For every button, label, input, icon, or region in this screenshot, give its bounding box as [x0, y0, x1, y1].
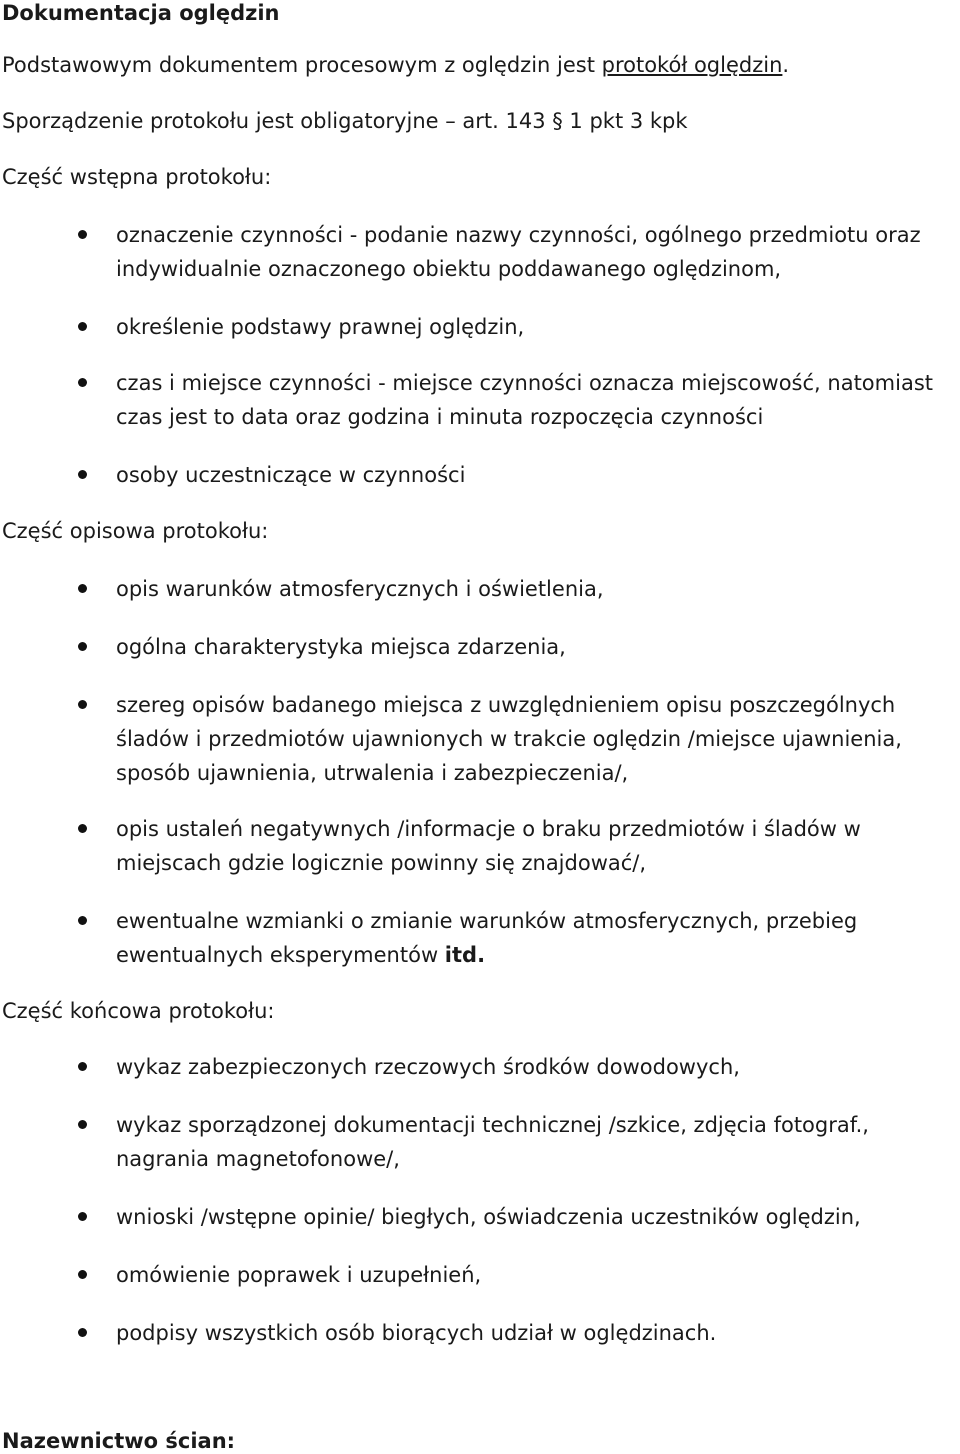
- list-item-text: [116, 904, 958, 972]
- list-item-text: czas i miejsce czynności - miejsce czynności oznacza miejscowość, natomiast czas jest to data oraz godzina i minuta rozpoczęcia czynności: [116, 371, 933, 429]
- list-item-text: osoby uczestniczące w czynności: [116, 463, 466, 487]
- bullet-icon: [78, 1212, 87, 1221]
- bullet-icon: [78, 1062, 87, 1071]
- intro-paragraph-2: Sporządzenie protokołu jest obligatoryjne – art. 143 § 1 pkt 3 kpk: [2, 109, 688, 133]
- list-item-text: omówienie poprawek i uzupełnień,: [116, 1263, 482, 1287]
- bullet-icon: [78, 1328, 87, 1337]
- section-heading-opisowa: Część opisowa protokołu:: [2, 519, 269, 543]
- bullet-icon: [78, 1270, 87, 1279]
- bullet-icon: [78, 824, 87, 833]
- bullet-icon: [78, 322, 87, 331]
- bullet-icon: [78, 470, 87, 479]
- bullet-icon: [78, 230, 87, 239]
- intro-suffix: .: [782, 53, 790, 77]
- list-item-text: wykaz zabezpieczonych rzeczowych środków dowodowych,: [116, 1055, 740, 1079]
- protocol-link[interactable]: protokół oględzin: [601, 53, 783, 77]
- list-item-text: podpisy wszystkich osób biorących udział w oględzinach.: [116, 1321, 717, 1345]
- list-item-text-main: ewentualne wzmianki o zmianie warunków atmosferycznych, przebieg ewentualnych eksperymentów: [116, 909, 858, 967]
- document-title: Dokumentacja oględzin: [2, 1, 280, 25]
- list-item-text: określenie podstawy prawnej oględzin,: [116, 315, 525, 339]
- intro-paragraph-1: [2, 48, 952, 82]
- intro-text: Podstawowym dokumentem procesowym z oględzin jest: [2, 53, 602, 77]
- section-heading-koncowa: Część końcowa protokołu:: [2, 999, 275, 1023]
- list-item-text: ogólna charakterystyka miejsca zdarzenia,: [116, 635, 566, 659]
- list-item-text: oznaczenie czynności - podanie nazwy czynności, ogólnego przedmiotu oraz indywidualnie oznaczonego obiektu poddawanego oględzinom,: [116, 223, 921, 281]
- footer-heading: Nazewnictwo ścian:: [2, 1429, 236, 1453]
- bullet-icon: [78, 1120, 87, 1129]
- list-item-text: szereg opisów badanego miejsca z uwzględnieniem opisu poszczególnych śladów i przedmiotów ujawnionych w trakcie oględzin /miejsce ujawnienia, sposób ujawnienia, utrwalenia i zabezpieczenia/,: [116, 693, 902, 785]
- list-item-text-bold: itd.: [444, 943, 486, 967]
- bullet-icon: [78, 642, 87, 651]
- list-item-text: opis ustaleń negatywnych /informacje o braku przedmiotów i śladów w miejscach gdzie logicznie powinny się znajdować/,: [116, 817, 861, 875]
- list-item-text: wykaz sporządzonej dokumentacji technicznej /szkice, zdjęcia fotograf., nagrania magnetofonowe/,: [116, 1113, 869, 1171]
- bullet-icon: [78, 700, 87, 709]
- bullet-icon: [78, 378, 87, 387]
- bullet-icon: [78, 916, 87, 925]
- section-heading-wstepna: Część wstępna protokołu:: [2, 165, 272, 189]
- bullet-icon: [78, 584, 87, 593]
- list-item-text: opis warunków atmosferycznych i oświetlenia,: [116, 577, 604, 601]
- list-item-text: wnioski /wstępne opinie/ biegłych, oświadczenia uczestników oględzin,: [116, 1205, 861, 1229]
